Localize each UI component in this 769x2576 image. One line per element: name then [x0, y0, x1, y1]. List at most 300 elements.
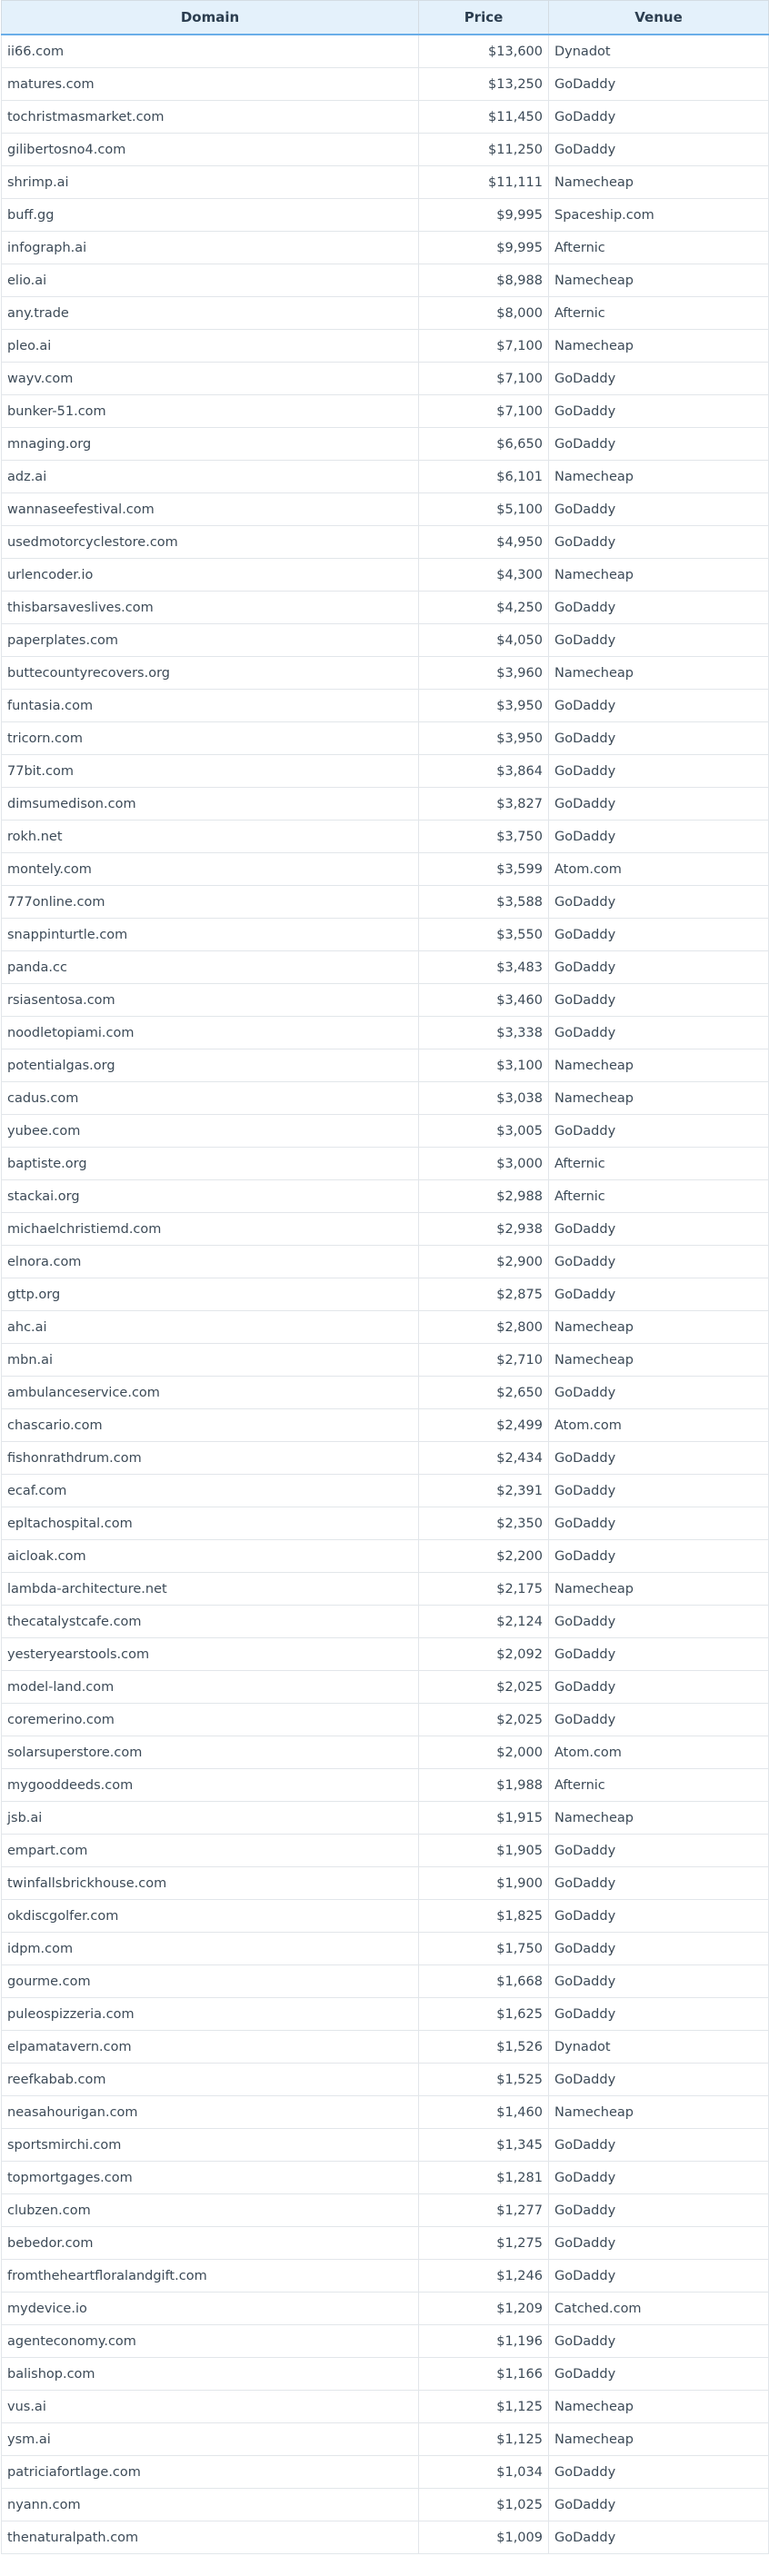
table-body	[2, 35, 769, 2554]
table-row	[2, 2456, 769, 2489]
venue-cell: GoDaddy	[549, 1900, 769, 1933]
venue-cell: GoDaddy	[549, 690, 769, 722]
domain-cell: patriciafortlage.com	[2, 2456, 419, 2489]
table-row	[2, 624, 769, 657]
domain-cell: dimsumedison.com	[2, 788, 419, 821]
venue-cell: Namecheap	[549, 1049, 769, 1082]
venue-cell: GoDaddy	[549, 821, 769, 853]
price-cell: $7,100	[419, 395, 549, 428]
price-cell: $5,100	[419, 493, 549, 526]
price-cell: $7,100	[419, 330, 549, 363]
venue-cell: Namecheap	[549, 1802, 769, 1835]
price-cell: $13,600	[419, 35, 549, 68]
table-row	[2, 1769, 769, 1802]
domain-cell: rokh.net	[2, 821, 419, 853]
domain-cell: ambulanceservice.com	[2, 1377, 419, 1409]
venue-cell: GoDaddy	[549, 1540, 769, 1573]
table-row	[2, 951, 769, 984]
domain-cell: wayv.com	[2, 363, 419, 395]
price-cell: $1,668	[419, 1965, 549, 1998]
venue-cell: GoDaddy	[549, 428, 769, 461]
table-row	[2, 1638, 769, 1671]
domain-cell: solarsuperstore.com	[2, 1736, 419, 1769]
domain-cell: mbn.ai	[2, 1344, 419, 1377]
domain-cell: neasahourigan.com	[2, 2096, 419, 2129]
price-cell: $7,100	[419, 363, 549, 395]
venue-cell: GoDaddy	[549, 919, 769, 951]
venue-cell: GoDaddy	[549, 2456, 769, 2489]
table-row	[2, 1900, 769, 1933]
price-cell: $2,350	[419, 1507, 549, 1540]
table-row	[2, 788, 769, 821]
table-row	[2, 2096, 769, 2129]
price-cell: $1,125	[419, 2423, 549, 2456]
price-cell: $1,009	[419, 2521, 549, 2554]
domain-cell: bebedor.com	[2, 2227, 419, 2260]
table-row	[2, 722, 769, 755]
venue-cell: GoDaddy	[549, 1377, 769, 1409]
table-row	[2, 297, 769, 330]
domain-cell: ii66.com	[2, 35, 419, 68]
venue-cell: GoDaddy	[549, 1867, 769, 1900]
table-row	[2, 428, 769, 461]
price-cell: $3,000	[419, 1148, 549, 1180]
domain-cell: balishop.com	[2, 2358, 419, 2391]
table-row	[2, 1115, 769, 1148]
price-cell: $1,277	[419, 2194, 549, 2227]
venue-cell: Dynadot	[549, 2031, 769, 2064]
venue-cell: Namecheap	[549, 1311, 769, 1344]
price-cell: $3,960	[419, 657, 549, 690]
domain-cell: michaelchristiemd.com	[2, 1213, 419, 1246]
table-row	[2, 101, 769, 134]
table-row	[2, 1671, 769, 1704]
venue-cell: Namecheap	[549, 2391, 769, 2423]
domain-cell: ecaf.com	[2, 1475, 419, 1507]
price-cell: $1,246	[419, 2260, 549, 2293]
header-row	[2, 1, 769, 35]
venue-cell: Afternic	[549, 232, 769, 264]
venue-cell: GoDaddy	[549, 1442, 769, 1475]
price-cell: $6,650	[419, 428, 549, 461]
price-cell: $3,483	[419, 951, 549, 984]
price-cell: $8,988	[419, 264, 549, 297]
venue-cell: GoDaddy	[549, 1017, 769, 1049]
domain-cell: chascario.com	[2, 1409, 419, 1442]
domain-cell: agenteconomy.com	[2, 2325, 419, 2358]
domain-cell: coremerino.com	[2, 1704, 419, 1736]
table-row	[2, 526, 769, 559]
price-cell: $1,825	[419, 1900, 549, 1933]
venue-cell: GoDaddy	[549, 68, 769, 101]
venue-cell: GoDaddy	[549, 886, 769, 919]
venue-cell: GoDaddy	[549, 2489, 769, 2521]
table-row	[2, 1998, 769, 2031]
price-cell: $1,625	[419, 1998, 549, 2031]
venue-cell: GoDaddy	[549, 1671, 769, 1704]
table-row	[2, 1311, 769, 1344]
price-cell: $1,526	[419, 2031, 549, 2064]
venue-cell: Afternic	[549, 1180, 769, 1213]
domain-cell: mnaging.org	[2, 428, 419, 461]
table-row	[2, 2260, 769, 2293]
table-row	[2, 559, 769, 592]
price-cell: $3,750	[419, 821, 549, 853]
venue-cell: GoDaddy	[549, 363, 769, 395]
price-cell: $2,025	[419, 1704, 549, 1736]
venue-cell: Afternic	[549, 1769, 769, 1802]
venue-cell: Namecheap	[549, 1082, 769, 1115]
venue-cell: GoDaddy	[549, 1246, 769, 1278]
venue-cell: GoDaddy	[549, 2129, 769, 2162]
domain-cell: panda.cc	[2, 951, 419, 984]
venue-cell: GoDaddy	[549, 1704, 769, 1736]
venue-cell: GoDaddy	[549, 788, 769, 821]
table-row	[2, 1507, 769, 1540]
domain-cell: yubee.com	[2, 1115, 419, 1148]
venue-cell: GoDaddy	[549, 1606, 769, 1638]
table-row	[2, 1802, 769, 1835]
table-row	[2, 2129, 769, 2162]
domain-cell: adz.ai	[2, 461, 419, 493]
domain-cell: thecatalystcafe.com	[2, 1606, 419, 1638]
price-cell: $3,588	[419, 886, 549, 919]
table-row	[2, 1442, 769, 1475]
venue-cell: GoDaddy	[549, 101, 769, 134]
domain-cell: buff.gg	[2, 199, 419, 232]
table-row	[2, 2423, 769, 2456]
price-cell: $2,710	[419, 1344, 549, 1377]
domain-cell: elpamatavern.com	[2, 2031, 419, 2064]
price-cell: $4,300	[419, 559, 549, 592]
venue-cell: Atom.com	[549, 853, 769, 886]
venue-cell: Spaceship.com	[549, 199, 769, 232]
domain-cell: any.trade	[2, 297, 419, 330]
venue-cell: GoDaddy	[549, 1278, 769, 1311]
venue-cell: GoDaddy	[549, 1115, 769, 1148]
price-cell: $2,124	[419, 1606, 549, 1638]
table-row	[2, 2521, 769, 2554]
price-cell: $11,450	[419, 101, 549, 134]
price-cell: $1,025	[419, 2489, 549, 2521]
price-cell: $2,092	[419, 1638, 549, 1671]
price-cell: $2,175	[419, 1573, 549, 1606]
venue-cell: Afternic	[549, 1148, 769, 1180]
venue-cell: GoDaddy	[549, 1933, 769, 1965]
domain-cell: tochristmasmarket.com	[2, 101, 419, 134]
table-row	[2, 1835, 769, 1867]
domain-cell: elnora.com	[2, 1246, 419, 1278]
table-row	[2, 68, 769, 101]
venue-cell: Namecheap	[549, 657, 769, 690]
domain-cell: tricorn.com	[2, 722, 419, 755]
table-row	[2, 2064, 769, 2096]
price-cell: $1,196	[419, 2325, 549, 2358]
domain-cell: ysm.ai	[2, 2423, 419, 2456]
price-cell: $3,038	[419, 1082, 549, 1115]
price-cell: $2,499	[419, 1409, 549, 1442]
domain-cell: bunker-51.com	[2, 395, 419, 428]
table-row	[2, 821, 769, 853]
table-row	[2, 2358, 769, 2391]
price-cell: $2,800	[419, 1311, 549, 1344]
venue-cell: GoDaddy	[549, 2194, 769, 2227]
venue-cell: Namecheap	[549, 1344, 769, 1377]
price-cell: $1,281	[419, 2162, 549, 2194]
venue-cell: Namecheap	[549, 461, 769, 493]
table-row	[2, 2031, 769, 2064]
domain-cell: jsb.ai	[2, 1802, 419, 1835]
table-row	[2, 1180, 769, 1213]
table-row	[2, 493, 769, 526]
table-row	[2, 919, 769, 951]
domain-cell: gttp.org	[2, 1278, 419, 1311]
venue-cell: Atom.com	[549, 1736, 769, 1769]
price-cell: $1,460	[419, 2096, 549, 2129]
price-cell: $2,988	[419, 1180, 549, 1213]
table-row	[2, 755, 769, 788]
price-cell: $2,000	[419, 1736, 549, 1769]
table-row	[2, 1540, 769, 1573]
price-cell: $3,864	[419, 755, 549, 788]
venue-cell: Namecheap	[549, 559, 769, 592]
price-cell: $4,250	[419, 592, 549, 624]
table-row	[2, 395, 769, 428]
domain-cell: gilibertosno4.com	[2, 134, 419, 166]
domain-cell: funtasia.com	[2, 690, 419, 722]
domain-cell: stackai.org	[2, 1180, 419, 1213]
domain-cell: puleospizzeria.com	[2, 1998, 419, 2031]
table-row	[2, 166, 769, 199]
table-row	[2, 2227, 769, 2260]
venue-cell: GoDaddy	[549, 2325, 769, 2358]
column-header-venue[interactable]: Venue	[549, 1, 769, 35]
price-cell: $1,125	[419, 2391, 549, 2423]
venue-cell: GoDaddy	[549, 951, 769, 984]
venue-cell: Namecheap	[549, 2096, 769, 2129]
domain-cell: aicloak.com	[2, 1540, 419, 1573]
venue-cell: Catched.com	[549, 2293, 769, 2325]
domain-cell: rsiasentosa.com	[2, 984, 419, 1017]
table-row	[2, 2325, 769, 2358]
price-cell: $1,915	[419, 1802, 549, 1835]
table-row	[2, 1278, 769, 1311]
price-cell: $3,338	[419, 1017, 549, 1049]
price-cell: $1,345	[419, 2129, 549, 2162]
table-header	[2, 1, 769, 35]
price-cell: $2,650	[419, 1377, 549, 1409]
table-row	[2, 1409, 769, 1442]
domain-cell: montely.com	[2, 853, 419, 886]
table-row	[2, 1573, 769, 1606]
venue-cell: Namecheap	[549, 330, 769, 363]
price-cell: $4,950	[419, 526, 549, 559]
price-cell: $11,250	[419, 134, 549, 166]
table-row	[2, 1213, 769, 1246]
domain-cell: empart.com	[2, 1835, 419, 1867]
price-cell: $3,950	[419, 690, 549, 722]
domain-cell: okdiscgolfer.com	[2, 1900, 419, 1933]
venue-cell: Namecheap	[549, 1573, 769, 1606]
table-row	[2, 1082, 769, 1115]
table-row	[2, 1965, 769, 1998]
venue-cell: GoDaddy	[549, 2260, 769, 2293]
column-header-price[interactable]: Price	[419, 1, 549, 35]
price-cell: $3,460	[419, 984, 549, 1017]
table-row	[2, 2489, 769, 2521]
price-cell: $2,900	[419, 1246, 549, 1278]
table-row	[2, 1017, 769, 1049]
domain-cell: sportsmirchi.com	[2, 2129, 419, 2162]
domain-cell: shrimp.ai	[2, 166, 419, 199]
domain-cell: thisbarsaveslives.com	[2, 592, 419, 624]
domain-cell: epltachospital.com	[2, 1507, 419, 1540]
price-cell: $3,950	[419, 722, 549, 755]
table-row	[2, 461, 769, 493]
price-cell: $3,599	[419, 853, 549, 886]
table-row	[2, 657, 769, 690]
domain-cell: mydevice.io	[2, 2293, 419, 2325]
table-row	[2, 1475, 769, 1507]
table-row	[2, 1867, 769, 1900]
venue-cell: GoDaddy	[549, 2162, 769, 2194]
venue-cell: GoDaddy	[549, 1965, 769, 1998]
price-cell: $1,525	[419, 2064, 549, 2096]
price-cell: $1,905	[419, 1835, 549, 1867]
domain-cell: noodletopiami.com	[2, 1017, 419, 1049]
table-row	[2, 363, 769, 395]
domain-cell: 77bit.com	[2, 755, 419, 788]
price-cell: $9,995	[419, 199, 549, 232]
table-row	[2, 264, 769, 297]
venue-cell: Namecheap	[549, 166, 769, 199]
domain-cell: clubzen.com	[2, 2194, 419, 2227]
domain-cell: cadus.com	[2, 1082, 419, 1115]
venue-cell: GoDaddy	[549, 624, 769, 657]
domain-cell: mygooddeeds.com	[2, 1769, 419, 1802]
venue-cell: GoDaddy	[549, 755, 769, 788]
domain-cell: paperplates.com	[2, 624, 419, 657]
price-cell: $2,025	[419, 1671, 549, 1704]
table-row	[2, 1704, 769, 1736]
domain-cell: topmortgages.com	[2, 2162, 419, 2194]
price-cell: $8,000	[419, 297, 549, 330]
price-cell: $3,550	[419, 919, 549, 951]
domain-cell: thenaturalpath.com	[2, 2521, 419, 2554]
venue-cell: GoDaddy	[549, 1998, 769, 2031]
domain-cell: matures.com	[2, 68, 419, 101]
domain-cell: pleo.ai	[2, 330, 419, 363]
table-row	[2, 2194, 769, 2227]
price-cell: $1,166	[419, 2358, 549, 2391]
venue-cell: GoDaddy	[549, 2227, 769, 2260]
table-row	[2, 1377, 769, 1409]
price-cell: $3,827	[419, 788, 549, 821]
venue-cell: GoDaddy	[549, 526, 769, 559]
price-cell: $2,391	[419, 1475, 549, 1507]
venue-cell: GoDaddy	[549, 2064, 769, 2096]
domain-cell: yesteryearstools.com	[2, 1638, 419, 1671]
domain-cell: fishonrathdrum.com	[2, 1442, 419, 1475]
price-cell: $11,111	[419, 166, 549, 199]
table-row	[2, 232, 769, 264]
venue-cell: Afternic	[549, 297, 769, 330]
domain-cell: baptiste.org	[2, 1148, 419, 1180]
column-header-domain[interactable]: Domain	[2, 1, 419, 35]
venue-cell: Atom.com	[549, 1409, 769, 1442]
table-row	[2, 984, 769, 1017]
table-row	[2, 199, 769, 232]
domain-cell: gourme.com	[2, 1965, 419, 1998]
price-cell: $1,209	[419, 2293, 549, 2325]
venue-cell: GoDaddy	[549, 1835, 769, 1867]
venue-cell: GoDaddy	[549, 1638, 769, 1671]
domain-cell: wannaseefestival.com	[2, 493, 419, 526]
domain-cell: lambda-architecture.net	[2, 1573, 419, 1606]
domain-cell: buttecountyrecovers.org	[2, 657, 419, 690]
price-cell: $2,434	[419, 1442, 549, 1475]
domain-cell: model-land.com	[2, 1671, 419, 1704]
domain-sales-table	[1, 0, 769, 2554]
price-cell: $3,005	[419, 1115, 549, 1148]
table-row	[2, 1049, 769, 1082]
venue-cell: Dynadot	[549, 35, 769, 68]
price-cell: $1,750	[419, 1933, 549, 1965]
table-row	[2, 690, 769, 722]
table-row	[2, 330, 769, 363]
venue-cell: GoDaddy	[549, 2521, 769, 2554]
domain-cell: fromtheheartfloralandgift.com	[2, 2260, 419, 2293]
price-cell: $1,988	[419, 1769, 549, 1802]
price-cell: $9,995	[419, 232, 549, 264]
table-row	[2, 886, 769, 919]
domain-cell: ahc.ai	[2, 1311, 419, 1344]
table-row	[2, 1148, 769, 1180]
domain-cell: reefkabab.com	[2, 2064, 419, 2096]
price-cell: $1,034	[419, 2456, 549, 2489]
venue-cell: GoDaddy	[549, 1213, 769, 1246]
table-row	[2, 1344, 769, 1377]
domain-cell: snappinturtle.com	[2, 919, 419, 951]
venue-cell: GoDaddy	[549, 1507, 769, 1540]
price-cell: $1,900	[419, 1867, 549, 1900]
table-row	[2, 1933, 769, 1965]
table-row	[2, 1246, 769, 1278]
domain-cell: infograph.ai	[2, 232, 419, 264]
price-cell: $6,101	[419, 461, 549, 493]
venue-cell: Namecheap	[549, 264, 769, 297]
price-cell: $4,050	[419, 624, 549, 657]
venue-cell: Namecheap	[549, 2423, 769, 2456]
venue-cell: GoDaddy	[549, 395, 769, 428]
table-row	[2, 853, 769, 886]
price-cell: $2,875	[419, 1278, 549, 1311]
venue-cell: GoDaddy	[549, 2358, 769, 2391]
domain-cell: elio.ai	[2, 264, 419, 297]
venue-cell: GoDaddy	[549, 1475, 769, 1507]
venue-cell: GoDaddy	[549, 592, 769, 624]
price-cell: $2,200	[419, 1540, 549, 1573]
price-cell: $1,275	[419, 2227, 549, 2260]
price-cell: $2,938	[419, 1213, 549, 1246]
table-row	[2, 35, 769, 68]
domain-cell: idpm.com	[2, 1933, 419, 1965]
domain-cell: twinfallsbrickhouse.com	[2, 1867, 419, 1900]
table-row	[2, 2293, 769, 2325]
domain-cell: potentialgas.org	[2, 1049, 419, 1082]
price-cell: $3,100	[419, 1049, 549, 1082]
table-row	[2, 1606, 769, 1638]
